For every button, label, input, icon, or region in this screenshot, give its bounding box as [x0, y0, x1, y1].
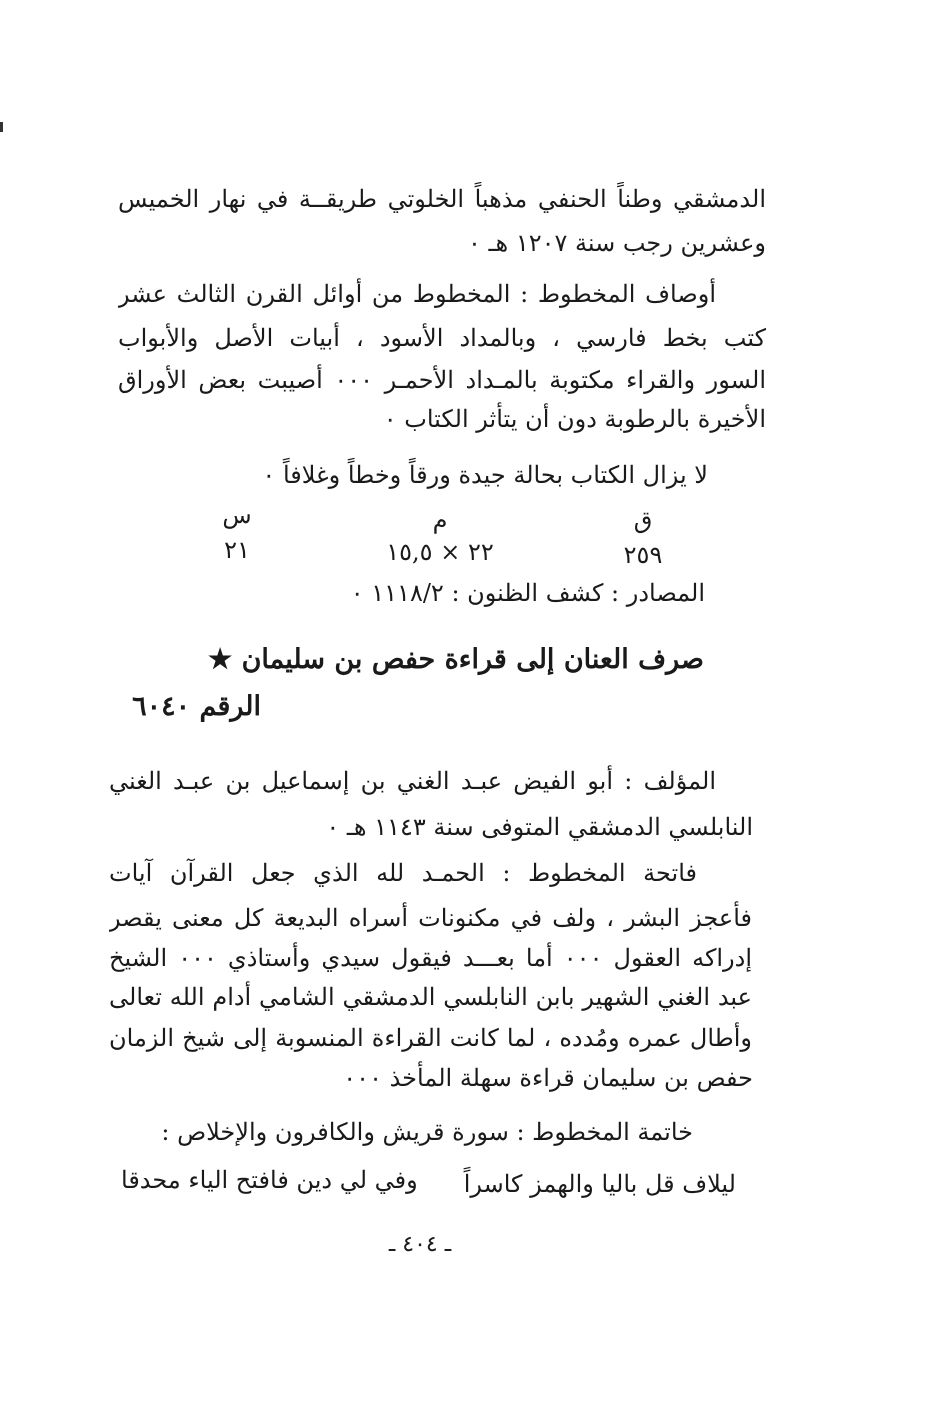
intro-line-2: وعشرين رجب سنة ١٢٠٧ هـ ٠: [467, 229, 766, 257]
condition-line: لا يزال الكتاب بحالة جيدة ورقاً وخطاً وغلافاً ٠: [262, 461, 708, 489]
description-line-3: السور والقراء مكتوبة بالمـداد الأحمـر ٠٠٠ أصيبت بعض الأوراق: [118, 366, 766, 394]
description-line-4: الأخيرة بالرطوبة دون أن يتأثر الكتاب ٠: [383, 405, 766, 433]
entry-title: صرف العنان إلى قراءة حفص بن سليمان ★: [207, 644, 704, 675]
opening-line-3: إدراكه العقول ٠٠٠ أما بعـــد فيقول سيدي وأستاذي ٠٠٠ الشيخ: [109, 944, 752, 972]
opening-line-4: عبد الغني الشهير بابن النابلسي الدمشقي الشامي أدام الله تعالى: [109, 983, 752, 1011]
verse-hemistich-right: ليلاف قل باليا والهمز كاسراً: [463, 1170, 736, 1198]
closing-label: خاتمة المخطوط : سورة قريش والكافرون والإخلاص :: [161, 1118, 693, 1146]
measure-value-lines: ٢١: [224, 536, 250, 564]
margin-mark: [0, 122, 3, 132]
measure-value-pages: ٢٥٩: [623, 541, 663, 569]
author-line-2: النابلسي الدمشقي المتوفى سنة ١١٤٣ هـ ٠: [326, 813, 753, 841]
measure-value-size: ٢٢ × ١٥,٥: [386, 538, 494, 566]
opening-line-2: فأعجز البشر ، ولف في مكنونات أسراه البديعة كل معنى يقصر: [109, 904, 752, 932]
sources-line: المصادر : كشف الظنون : ١١١٨/٢ ٠: [350, 579, 705, 607]
measure-header-lines: س: [222, 501, 252, 529]
opening-line-6: حفص بن سليمان قراءة سهلة المأخذ ٠٠٠: [343, 1064, 753, 1092]
opening-line-1: فاتحة المخطوط : الحمـد لله الذي جعل القرآن آيات: [109, 859, 697, 887]
measure-header-pages: ق: [633, 506, 653, 534]
description-line-2: كتب بخط فارسي ، وبالمداد الأسود ، أبيات الأصل والأبواب: [118, 324, 766, 352]
description-line-1: أوصاف المخطوط : المخطوط من أوائل القرن الثالث عشر: [118, 280, 716, 308]
measure-header-size: م: [432, 506, 448, 534]
entry-number: الرقم ٦٠٤٠: [132, 691, 261, 722]
opening-line-5: وأطال عمره ومُدده ، لما كانت القراءة المنسوبة إلى شيخ الزمان: [109, 1024, 752, 1052]
author-line-1: المؤلف : أبو الفيض عبـد الغني بن إسماعيل بن عبـد الغني: [109, 767, 716, 795]
intro-line-1: الدمشقي وطناً الحنفي مذهباً الخلوتي طريقــة في نهار الخميس: [118, 185, 766, 213]
page-number: ـ ٤٠٤ ـ: [388, 1232, 452, 1257]
verse-hemistich-left: وفي لي دين فافتح الياء محدقا: [121, 1166, 418, 1194]
